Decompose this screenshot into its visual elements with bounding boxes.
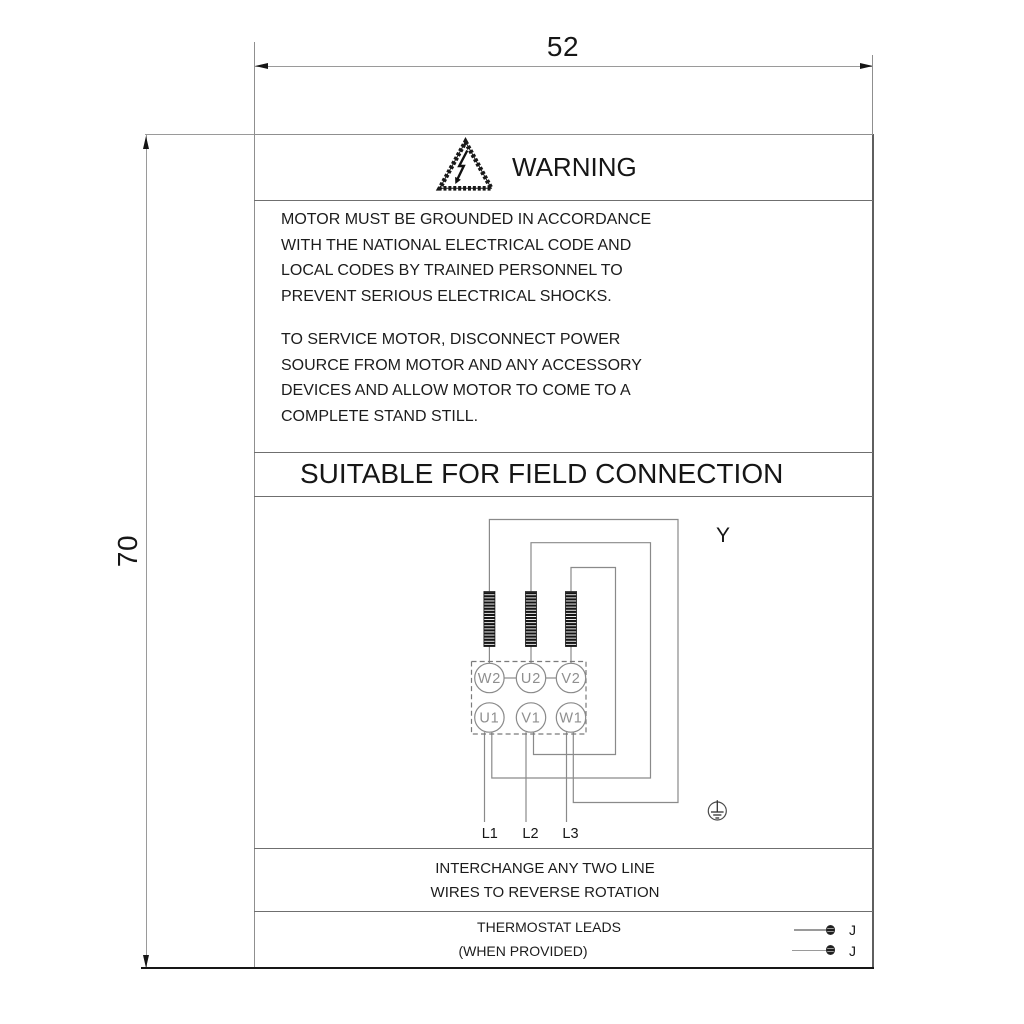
height-dim-arrow-top-icon bbox=[143, 136, 149, 149]
grounding-notice-line: LOCAL CODES BY TRAINED PERSONNEL TO bbox=[281, 262, 623, 280]
thermostat-title: THERMOSTAT LEADS bbox=[477, 918, 621, 935]
width-dim-arrow-right-icon bbox=[860, 63, 873, 69]
thermostat-lead-label-1: J bbox=[849, 922, 856, 938]
grounding-notice-line: MOTOR MUST BE GROUNDED IN ACCORDANCE bbox=[281, 211, 652, 229]
field-connection-title: SUITABLE FOR FIELD CONNECTION bbox=[300, 458, 784, 489]
height-dimension-line bbox=[146, 135, 147, 969]
thermostat-subtitle: (WHEN PROVIDED) bbox=[458, 942, 588, 959]
height-dim-arrow-bottom-icon bbox=[143, 955, 149, 968]
terminal-w1-label: W1 bbox=[559, 710, 583, 727]
motor-coil-icon bbox=[566, 592, 577, 647]
terminal-u1-label: U1 bbox=[479, 710, 500, 727]
terminal-v2-label: V2 bbox=[561, 671, 581, 687]
thermostat-lead-bead-icon bbox=[826, 945, 835, 955]
grounding-notice-line: PREVENT SERIOUS ELECTRICAL SHOCKS. bbox=[281, 287, 612, 305]
motor-coil-icon bbox=[526, 592, 537, 647]
service-notice-line: COMPLETE STAND STILL. bbox=[281, 407, 479, 425]
divider-above-rotation-note bbox=[254, 848, 873, 849]
service-notice-line: DEVICES AND ALLOW MOTOR TO COME TO A bbox=[281, 382, 631, 400]
winding-loop-1 bbox=[489, 520, 678, 803]
thermostat-lead-bead-icon bbox=[826, 925, 835, 935]
motor-coil-icon bbox=[484, 592, 495, 647]
terminal-v1-label: V1 bbox=[521, 710, 541, 727]
width-dimension-line bbox=[254, 66, 873, 67]
line-label-l1: L1 bbox=[481, 826, 498, 842]
label-border-top bbox=[254, 134, 873, 135]
protective-earth-ground-icon bbox=[708, 800, 726, 820]
thermostat-lead-label-2: J bbox=[849, 942, 856, 959]
label-border-bottom bbox=[141, 967, 874, 969]
width-dim-extension-left bbox=[254, 42, 255, 134]
grounding-notice bbox=[281, 207, 651, 309]
divider-above-thermostat bbox=[254, 911, 873, 912]
grounding-notice-line: WITH THE NATIONAL ELECTRICAL CODE AND bbox=[281, 236, 632, 254]
service-notice-line: SOURCE FROM MOTOR AND ANY ACCESSORY bbox=[281, 356, 642, 374]
width-dim-extension-right bbox=[872, 55, 873, 134]
line-label-l2: L2 bbox=[522, 826, 539, 842]
service-notice-line: TO SERVICE MOTOR, DISCONNECT POWER bbox=[281, 331, 621, 349]
service-notice bbox=[281, 327, 642, 429]
warning-title: WARNING bbox=[512, 152, 637, 182]
line-label-l3: L3 bbox=[562, 826, 579, 842]
high-voltage-warning-triangle-icon bbox=[430, 132, 500, 196]
terminal-u2-label: U2 bbox=[520, 671, 542, 687]
wye-connection-label: Y bbox=[715, 524, 731, 547]
wye-connection-diagram bbox=[254, 496, 873, 848]
width-dim-arrow-left-icon bbox=[255, 63, 268, 69]
height-dim-extension-top bbox=[145, 134, 254, 135]
terminal-w2-label: W2 bbox=[477, 671, 502, 687]
rotation-notice-line2: WIRES TO REVERSE ROTATION bbox=[430, 884, 660, 901]
height-dim-value: 70 bbox=[112, 534, 143, 568]
width-dim-value: 52 bbox=[546, 31, 580, 62]
divider-below-warning bbox=[254, 200, 873, 201]
rotation-notice-line1: INTERCHANGE ANY TWO LINE bbox=[435, 860, 655, 877]
